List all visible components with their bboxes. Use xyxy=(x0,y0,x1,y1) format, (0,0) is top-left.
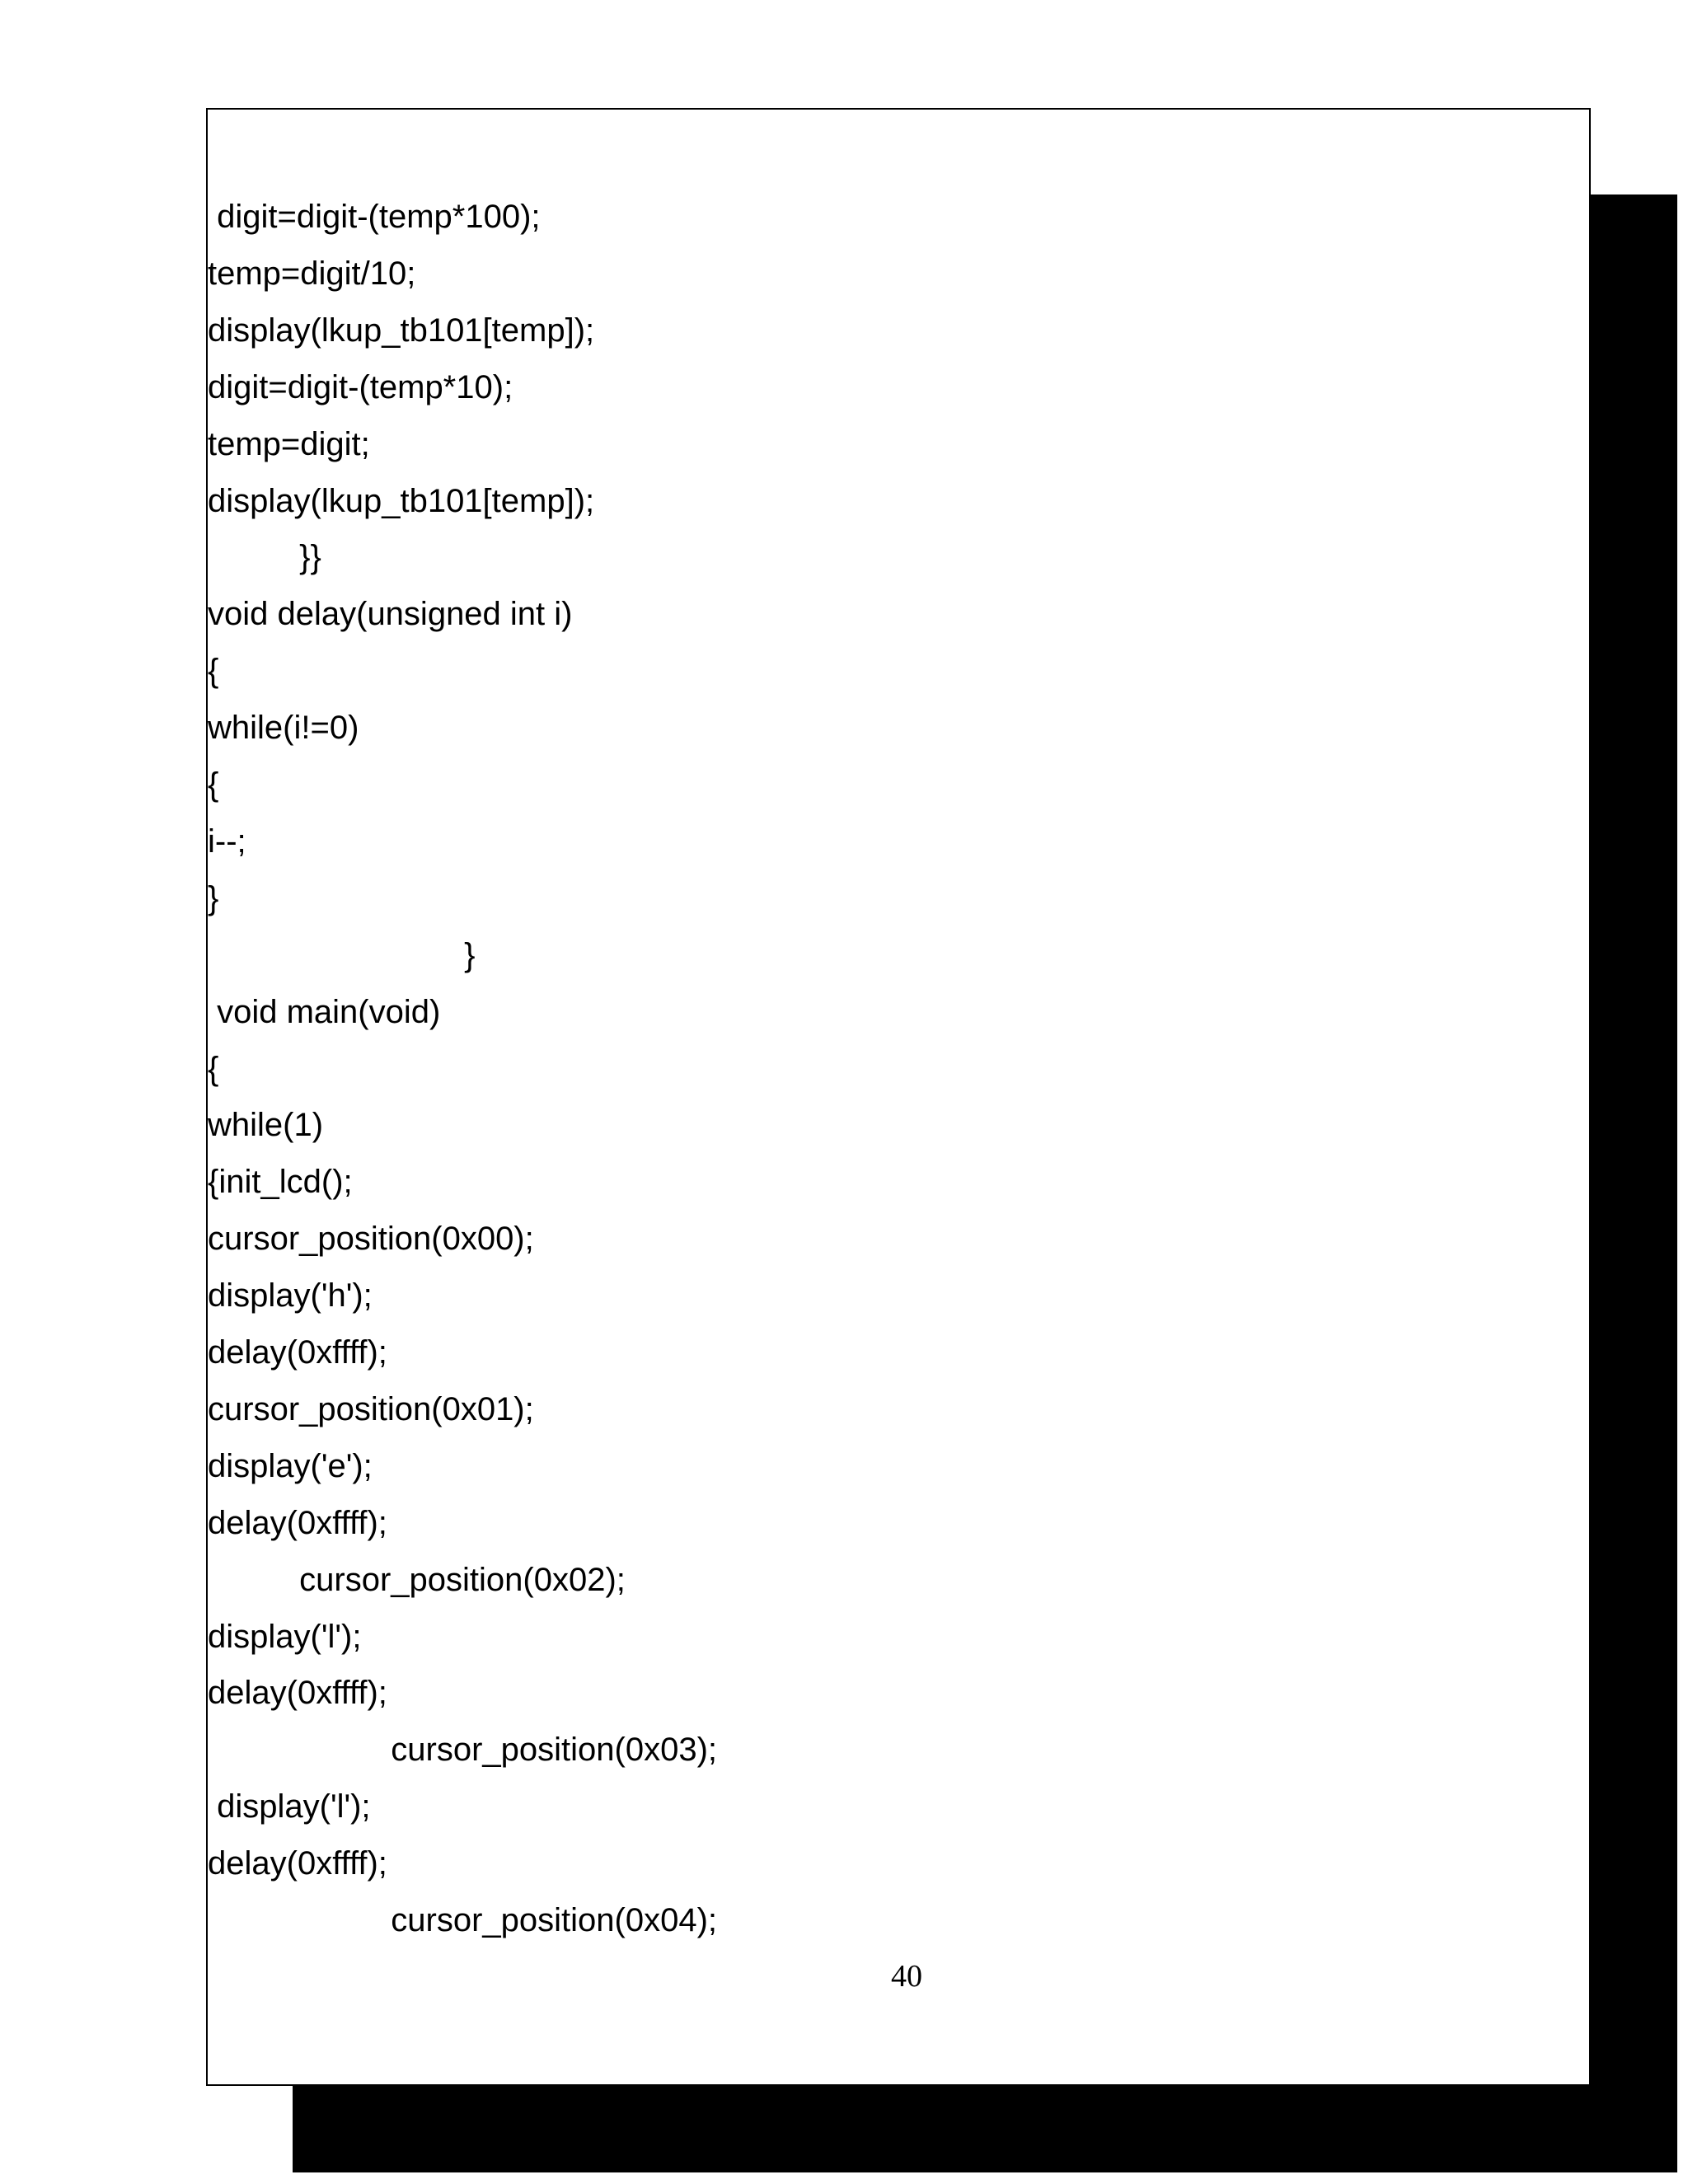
code-line: digit=digit-(temp*100); xyxy=(208,199,541,235)
code-line: } xyxy=(208,879,219,916)
code-line: while(1) xyxy=(208,1107,324,1144)
code-line: cursor_position(0x04); xyxy=(208,1902,718,1938)
code-line: delay(0xffff); xyxy=(208,1675,387,1712)
code-line: void main(void) xyxy=(208,993,441,1030)
code-line: display('l'); xyxy=(208,1618,362,1655)
code-line: { xyxy=(208,1050,219,1087)
document-page xyxy=(206,108,1591,2086)
code-line: void delay(unsigned int i) xyxy=(208,596,573,633)
code-line: cursor_position(0x00); xyxy=(208,1221,534,1258)
code-line: { xyxy=(208,653,219,690)
code-line: display('l'); xyxy=(208,1788,371,1825)
code-line: temp=digit/10; xyxy=(208,255,416,292)
code-line: display(lkup_tb101[temp]); xyxy=(208,312,595,349)
code-line: cursor_position(0x01); xyxy=(208,1390,534,1427)
code-line: cursor_position(0x02); xyxy=(208,1561,626,1598)
code-line: delay(0xffff); xyxy=(208,1504,387,1541)
code-line: { xyxy=(208,766,219,803)
code-line: temp=digit; xyxy=(208,425,370,462)
code-line: }} xyxy=(208,539,321,576)
code-line: display(lkup_tb101[temp]); xyxy=(208,482,595,519)
code-line: delay(0xffff); xyxy=(208,1334,387,1371)
page-number: 40 xyxy=(891,1959,922,1994)
code-line: i--; xyxy=(208,823,246,860)
code-line: digit=digit-(temp*10); xyxy=(208,368,513,405)
code-line: delay(0xffff); xyxy=(208,1845,387,1882)
code-line: display('e'); xyxy=(208,1447,373,1484)
code-line: } xyxy=(208,936,476,973)
code-line: {init_lcd(); xyxy=(208,1164,353,1201)
code-line: while(i!=0) xyxy=(208,710,359,747)
code-line: cursor_position(0x03); xyxy=(208,1732,718,1769)
code-line: display('h'); xyxy=(208,1277,373,1315)
